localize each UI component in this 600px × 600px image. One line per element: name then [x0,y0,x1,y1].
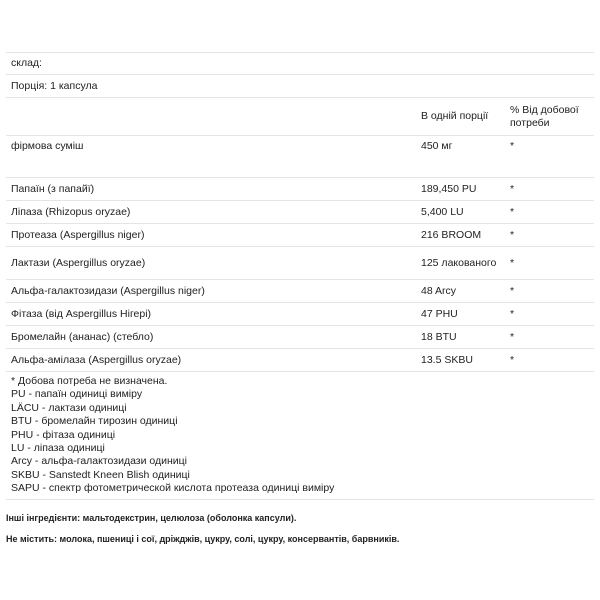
table-row [6,224,594,247]
footnote: Arcy - альфа-галактозидази одиниці [11,455,188,468]
table-row [6,201,594,224]
ingredient-amount: 216 BROOM [416,224,505,247]
serving-size: Порція: 1 капсула [6,75,594,98]
does-not-contain: Не містить: молока, пшениці і сої, дріжджів, цукру, солі, цукру, консервантів, барвників. [6,534,400,544]
ingredient-name: Альфа-амілаза (Aspergillus oryzae) [6,349,416,372]
footnote: SKBU - Sanstedt Kneen Blish одиниці [11,468,190,481]
header-daily-value: % Від добової потреби [505,98,594,136]
blend-dv: * [505,136,594,178]
serving-row [6,75,594,98]
supplement-facts [6,52,594,500]
table-row [6,326,594,349]
footnote: * Добова потреба не визначена. [11,375,168,387]
blend-amount: 450 мг [416,136,505,178]
footnote: LU - ліпаза одиниці [11,442,105,455]
ingredient-dv: * [505,247,594,280]
ingredient-name: Бромелайн (ананас) (стебло) [6,326,416,349]
table-row [6,303,594,326]
ingredient-amount: 5,400 LU [416,201,505,224]
ingredient-name: Ліпаза (Rhizopus oryzae) [6,201,416,224]
footnote: LÄCU - лактази одиниці [11,401,127,414]
footnote: PHU - фітаза одиниці [11,428,116,441]
other-ingredients: Інші інгредієнти: мальтодекстрин, целюлоза (оболонка капсули). [6,513,297,523]
header-row [6,98,594,136]
ingredient-name: Лактази (Aspergillus oryzae) [6,247,416,280]
ingredient-name: Фітаза (від Aspergillus Нігері) [6,303,416,326]
ingredient-dv: * [505,303,594,326]
ingredient-dv: * [505,280,594,303]
table-title: склад: [6,53,594,75]
table-row [6,280,594,303]
ingredient-dv: * [505,326,594,349]
header-per-serving: В одній порції [416,98,505,136]
blend-row [6,136,594,178]
table-row [6,178,594,201]
ingredient-amount: 125 лакованого [416,247,505,280]
ingredient-name: Папаїн (з папайї) [6,178,416,201]
ingredient-dv: * [505,224,594,247]
blend-name: фірмова суміш [6,136,416,178]
ingredient-amount: 48 Arcy [416,280,505,303]
ingredient-amount: 18 BTU [416,326,505,349]
supplement-table [6,52,594,500]
footnotes-row [6,372,594,500]
header-empty [6,98,416,136]
ingredient-dv: * [505,178,594,201]
table-row [6,247,594,280]
footnote: SAPU - спектр фотометричеcкой кислота протеаза одиниці виміру [11,482,335,495]
ingredient-amount: 189,450 PU [416,178,505,201]
footnotes [6,372,594,500]
title-row [6,53,594,75]
ingredient-dv: * [505,349,594,372]
table-row [6,349,594,372]
ingredient-dv: * [505,201,594,224]
footnote: BTU - бромелайн тирозин одиниці [11,415,178,428]
footnote: PU - папаїн одиниці виміру [11,388,143,401]
ingredient-amount: 47 PHU [416,303,505,326]
ingredient-amount: 13.5 SKBU [416,349,505,372]
ingredient-name: Альфа-галактозидази (Aspergillus niger) [6,280,416,303]
ingredient-name: Протеаза (Aspergillus niger) [6,224,416,247]
